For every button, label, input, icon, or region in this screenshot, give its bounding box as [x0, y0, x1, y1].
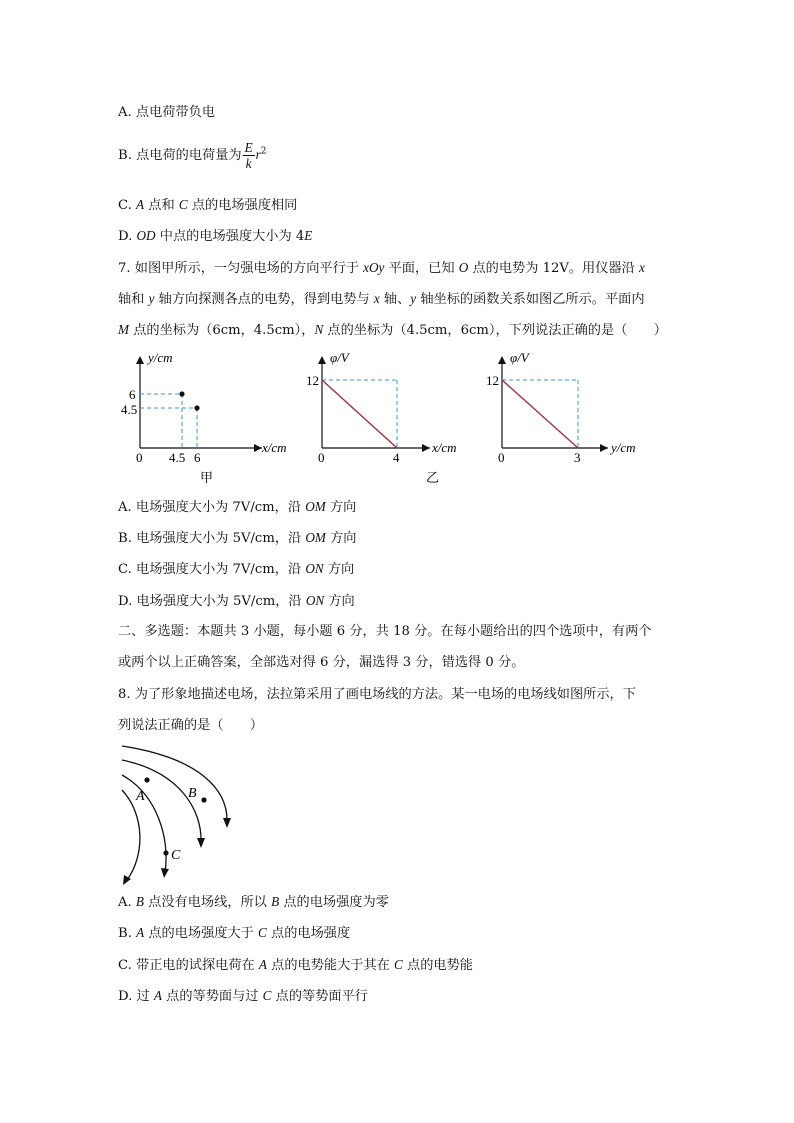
q7-stem-line1: 7. 如图甲所示，一匀强电场的方向平行于 xOy 平面，已知 O 点的电势为 12V。用仪器沿 x	[118, 260, 645, 276]
arrow-icon	[197, 838, 205, 848]
origin-label: 0	[136, 450, 143, 465]
q7-option-c: C. 电场强度大小为 7V/cm，沿 ON 方向	[118, 561, 355, 577]
tick-x-6: 6	[194, 450, 201, 465]
x-axis-arrow-icon	[254, 444, 262, 452]
figure-jia	[121, 350, 287, 485]
arrow-icon	[223, 818, 231, 828]
y-axis-label: φ/V	[330, 350, 349, 365]
tick-y-6: 6	[129, 387, 136, 402]
x-axis-label: x/cm	[262, 440, 287, 455]
q6-option-d: D. OD 中点的电场强度大小为 4E	[118, 228, 313, 244]
point-b	[201, 797, 206, 802]
q6-option-a: A. 点电荷带负电	[118, 105, 216, 120]
figure-yi-y	[486, 350, 636, 465]
q7-option-d: D. 电场强度大小为 5V/cm，沿 ON 方向	[118, 593, 355, 609]
q6-option-b: B. 点电荷的电荷量为 $\frac{E}{k}$ $r^2$	[118, 140, 267, 171]
point-a	[144, 777, 149, 782]
fraction-e-over-k: $\frac{E}{k}$	[244, 140, 253, 171]
figure-yi-x	[306, 350, 457, 485]
q6-option-c: C. A 点和 C 点的电场强度相同	[118, 197, 298, 213]
label-a: A	[136, 789, 145, 804]
q8-stem-line1: 8. 为了形象地描述电场，法拉第采用了画电场线的方法。某一电场的电场线如图所示，下	[118, 687, 636, 702]
q8-option-c: C. 带正电的试探电荷在 A 点的电势能大于其在 C 点的电势能	[118, 957, 473, 973]
section2-line2: 或两个以上正确答案，全部选对得 6 分，漏选得 3 分，错选得 0 分。	[118, 655, 525, 670]
potential-line-y	[502, 380, 578, 448]
q8-option-a: A. B 点没有电场线，所以 B 点的电场强度为零	[118, 894, 389, 910]
q7-option-b: B. 电场强度大小为 5V/cm，沿 OM 方向	[118, 530, 357, 546]
tick-y-12: 12	[486, 373, 499, 388]
q7-stem-line2: 轴和 y 轴方向探测各点的电势，得到电势与 x 轴、y 轴坐标的函数关系如图乙所示。平面内	[118, 291, 645, 307]
y-axis-label: φ/V	[510, 350, 529, 365]
label-b: B	[188, 786, 197, 801]
tick-x-4-5: 4.5	[169, 450, 186, 465]
y-axis-arrow-icon	[136, 356, 144, 364]
section2-line1: 二、多选题：本题共 3 小题，每小题 6 分，共 18 分。在每小题给出的四个选项中，有两个	[118, 624, 652, 639]
point-c	[163, 850, 168, 855]
q8-option-b: B. A 点的电场强度大于 C 点的电场强度	[118, 925, 351, 941]
y-axis-label: y/cm	[148, 350, 173, 365]
y-axis-arrow-icon	[498, 356, 506, 364]
label-c: C	[171, 848, 181, 863]
q7-option-a: A. 电场强度大小为 7V/cm，沿 OM 方向	[118, 499, 357, 515]
origin-label: 0	[318, 450, 325, 465]
arrow-icon	[161, 868, 169, 878]
field-line-2	[122, 760, 201, 842]
y-axis-arrow-icon	[318, 356, 326, 364]
q8-stem-line2: 列说法正确的是（ ）	[118, 718, 264, 733]
x-axis-label: x/cm	[432, 440, 457, 455]
caption-yi: 乙	[426, 470, 440, 485]
point-m	[194, 405, 199, 410]
point-n	[179, 391, 184, 396]
q7-figures	[0, 348, 794, 488]
x-axis-label: y/cm	[611, 440, 636, 455]
potential-line-x	[322, 380, 397, 448]
x-axis-arrow-icon	[422, 444, 430, 452]
caption-jia: 甲	[200, 470, 214, 485]
tick-y-4-5: 4.5	[121, 402, 138, 417]
q8-option-d: D. 过 A 点的等势面与过 C 点的等势面平行	[118, 988, 368, 1004]
tick-y-12: 12	[306, 373, 319, 388]
q8-field-lines-figure	[110, 738, 310, 888]
x-axis-arrow-icon	[600, 444, 608, 452]
origin-label: 0	[498, 450, 505, 465]
tick-x-3: 3	[574, 450, 581, 465]
tick-x-4: 4	[393, 450, 400, 465]
q7-stem-line3: M 点的坐标为（6cm，4.5cm），N 点的坐标为（4.5cm，6cm），下列说法正确的是（ ）	[118, 322, 667, 338]
